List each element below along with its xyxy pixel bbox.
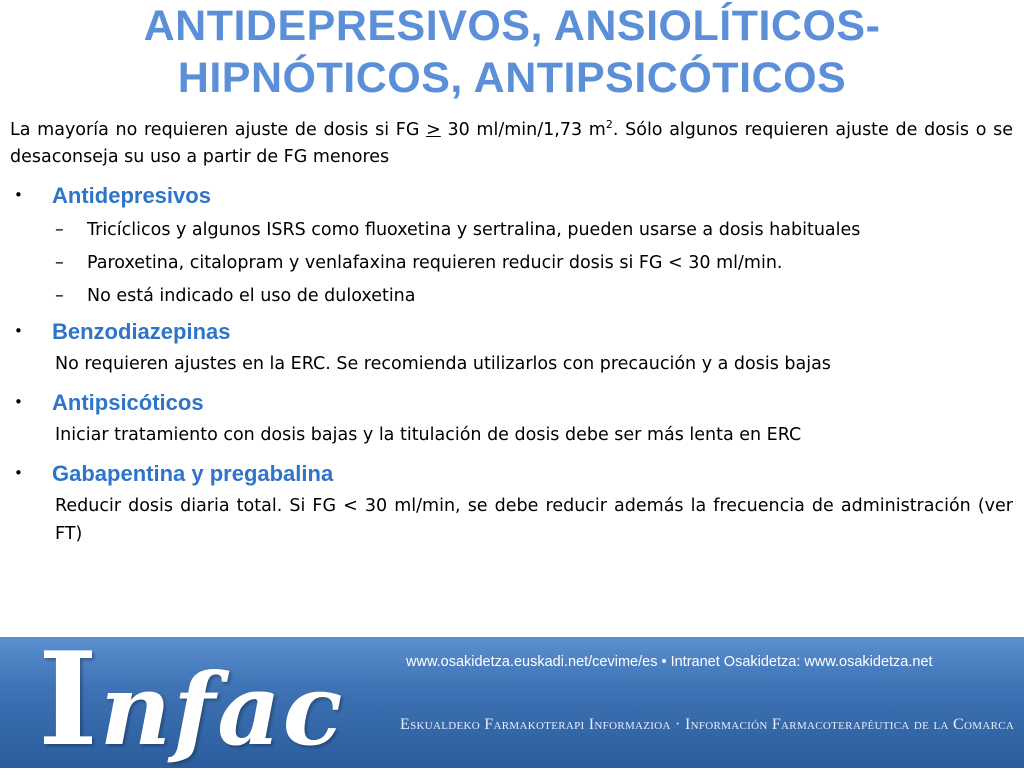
intro-text-1: La mayoría no requieren ajuste de dosis si FG [10,120,427,140]
section-title: Antidepresivos [52,183,211,208]
dash-icon: – [55,253,64,273]
title-line-1: ANTIDEPRESIVOS, ANSIOLÍTICOS- [143,2,881,50]
bullet-icon: • [14,393,23,411]
section-title: Benzodiazepinas [52,319,231,344]
slide-content [10,117,1013,554]
section-antidepresivos [10,177,1013,214]
bullet-icon: • [14,322,23,340]
logo-initial: I [38,625,100,775]
logo-rest: nfac [99,653,345,768]
list-item-text: Paroxetina, citalopram y venlafaxina requieren reducir dosis si FG < 30 ml/min. [87,253,783,273]
title-line-2: HIPNÓTICOS, ANTIPSICÓTICOS [177,54,847,102]
section-title: Antipsicóticos [52,390,204,415]
intro-paragraph [10,117,1013,171]
intro-text-2: 30 ml/min/1,73 m [440,120,606,140]
intro-text-3: . Sólo algunos requieren ajuste de dosis o se desaconseja su uso a partir de FG menores [10,120,1013,167]
dash-icon: – [55,286,64,306]
dash-icon: – [55,220,64,240]
section-text: No requieren ajustes en la ERC. Se recomienda utilizarlos con precaución y a dosis bajas [55,354,831,374]
list-item-text: No está indicado el uso de duloxetina [87,286,416,306]
infac-logo [38,625,345,775]
list-item [10,280,1013,313]
section-benzodiazepinas [10,313,1013,350]
list-item-text: Tricíclicos y algunos ISRS como fluoxetina y sertralina, pueden usarse a dosis habituales [87,220,861,240]
list-item [10,247,1013,280]
footer-tagline: Eskualdeko Farmakoterapi Informazioa · Información Farmacoterapéutica de la Comarca [400,716,1015,733]
footer-links[interactable]: www.osakidetza.euskadi.net/cevime/es • Intranet Osakidetza: www.osakidetza.net [406,654,933,670]
bullet-icon: • [14,464,23,482]
section-antipsicoticos [10,384,1013,421]
section-text: Iniciar tratamiento con dosis bajas y la titulación de dosis debe ser más lenta en ERC [55,425,802,445]
superscript: 2 [605,118,613,132]
bullet-icon: • [14,186,23,204]
ge-symbol: > [426,120,441,140]
section-text: Reducir dosis diaria total. Si FG < 30 ml/min, se debe reducir además la frecuencia de administración (ver FT) [55,496,1013,544]
slide-title [0,0,1024,104]
section-gabapentina [10,455,1013,492]
section-title: Gabapentina y pregabalina [52,461,334,486]
list-item [10,214,1013,247]
